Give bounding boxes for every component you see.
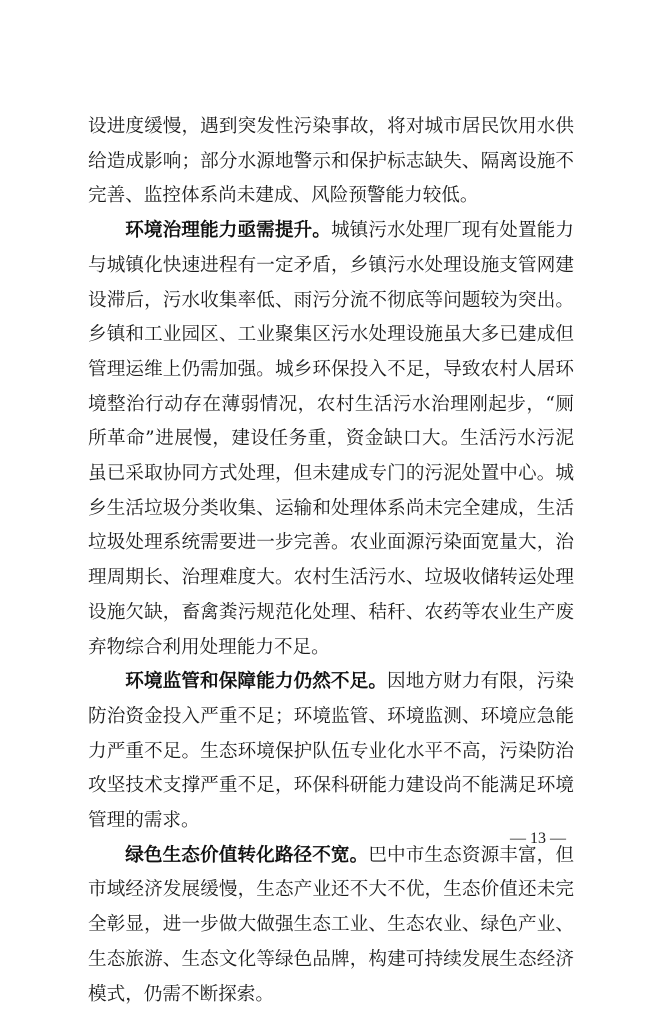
paragraph-heading: 环境治理能力亟需提升。 [125,220,331,242]
page-number: — 13 — [510,830,566,847]
paragraph-text: 因地方财力有限，污染防治资金投入严重不足；环境监管、环境监测、环境应急能力严重不足。生态环境保护队伍专业化水平不高，污染防治攻坚技术支撑严重不足，环保科研能力建设尚不能满足环境管理的需求。 [88,671,574,832]
paragraph-supervision-capacity [88,665,574,839]
paragraph-heading: 环境监管和保障能力仍然不足。 [125,671,388,693]
paragraph-green-value [88,839,574,1012]
paragraph-continuation [88,110,574,214]
paragraph-text: 巴中市生态资源丰富，但市域经济发展缓慢，生态产业还不大不优，生态价值还未完全彰显，进一步做大做强生态工业、生态农业、绿色产业、生态旅游、生态文化等绿色品牌，构建可持续发展生态经济模式，仍需不断探索。 [88,844,574,1005]
paragraph-text: 城镇污水处理厂现有处置能力与城镇化快速进程有一定矛盾，乡镇污水处理设施支管网建设滞后，污水收集率低、雨污分流不彻底等问题较为突出。乡镇和工业园区、工业聚集区污水处理设施虽大多已建成但管理运维上仍需加强。城乡环保投入不足，导致农村人居环境整治行动存在薄弱情况，农村生活污水治理刚起步，“厕所革命”进展慢，建设任务重，资金缺口大。生活污水污泥虽已采取协同方式处理，但未建成专门的污泥处置中心。城乡生活垃圾分类收集、运输和处理体系尚未完全建成，生活垃圾处理系统需要进一步完善。农业面源污染面宽量大，治理周期长、治理难度大。农村生活污水、垃圾收储转运处理设施欠缺，畜禽粪污规范化处理、秸秆、农药等农业生产废弃物综合利用处理能力不足。 [88,220,574,658]
paragraph-governance-capacity [88,214,574,665]
paragraph-heading: 绿色生态价值转化路径不宽。 [125,844,369,866]
document-body [88,110,574,1012]
paragraph-text: 设进度缓慢，遇到突发性污染事故，将对城市居民饮用水供给造成影响；部分水源地警示和保护标志缺失、隔离设施不完善、监控体系尚未建成、风险预警能力较低。 [88,116,574,207]
